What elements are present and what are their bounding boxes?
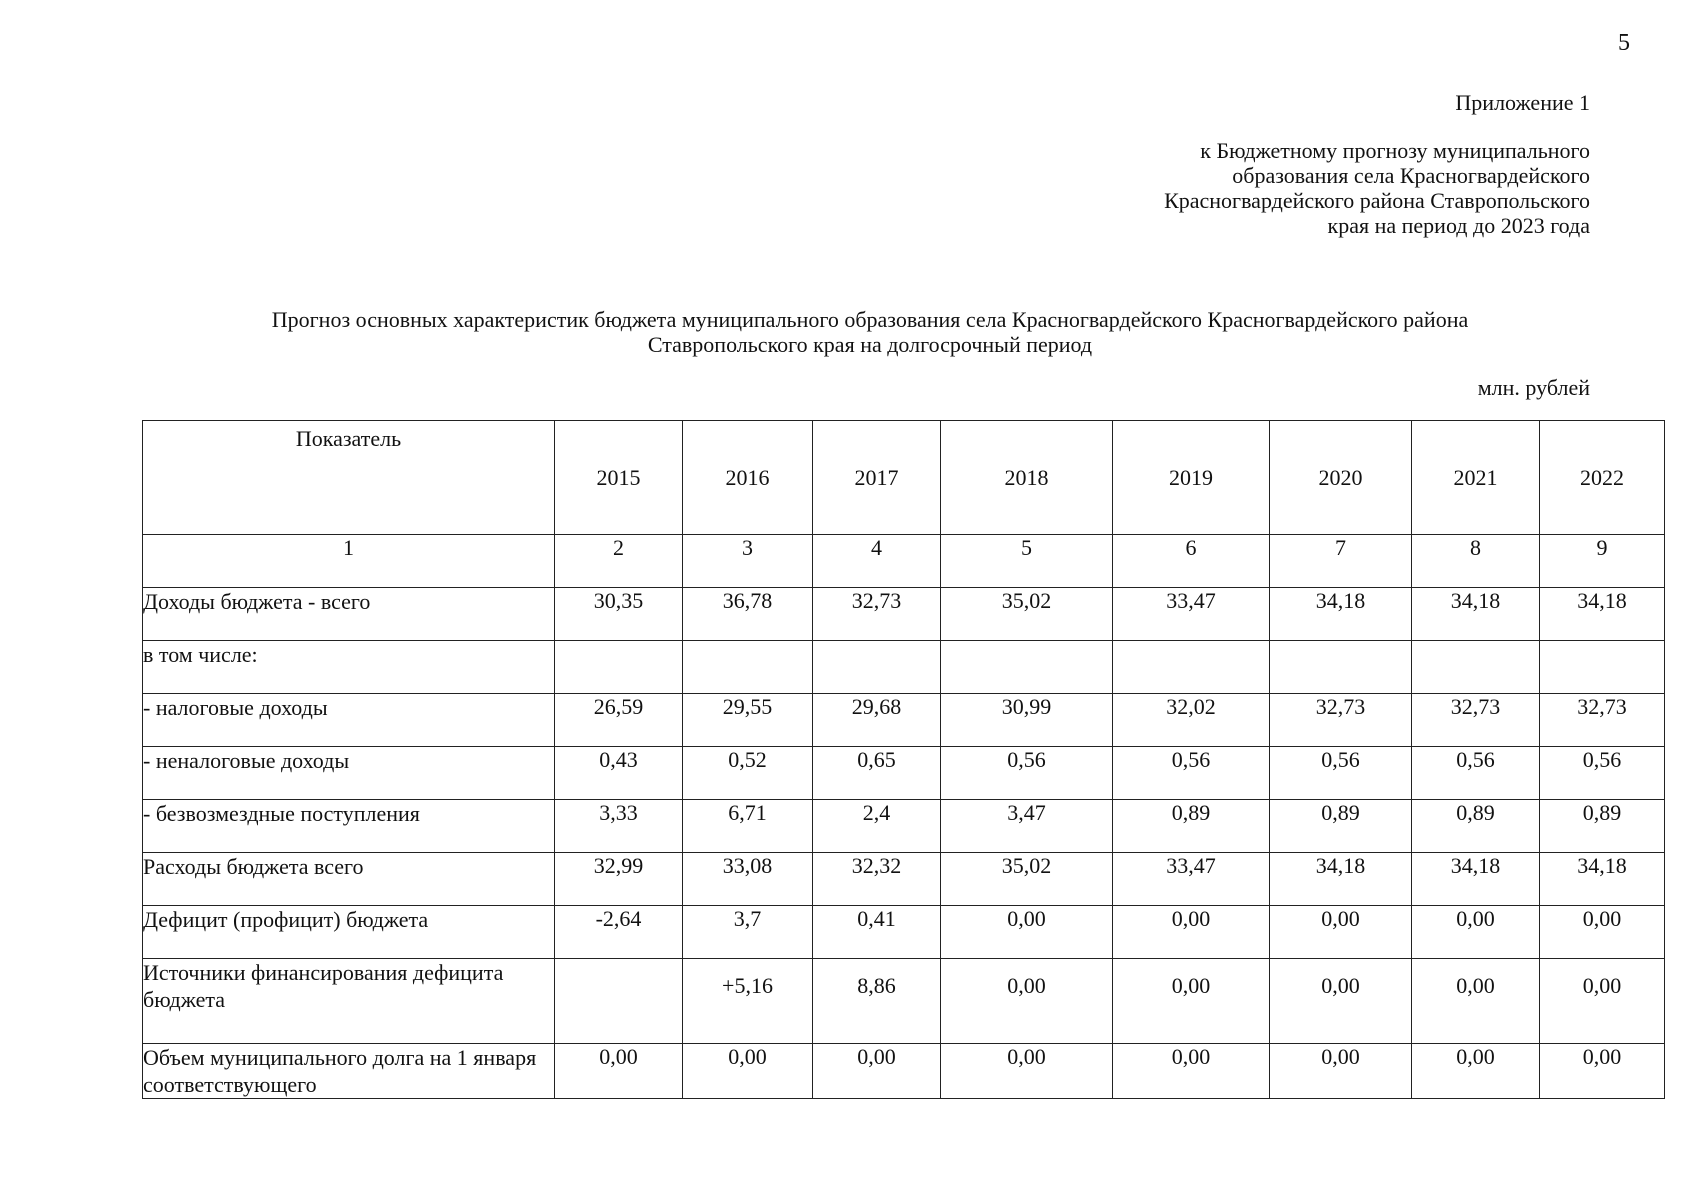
table-row (143, 959, 1665, 1044)
header-year: 2020 (1270, 421, 1412, 535)
document-title-line: Прогноз основных характеристик бюджета муниципального образования села Красногвардейского Красногвардейского района (271, 307, 1469, 332)
table-cell (1540, 641, 1665, 694)
table-cell: 0,00 (1412, 1044, 1540, 1099)
table-cell: 0,52 (683, 747, 813, 800)
column-number: 6 (1113, 535, 1270, 588)
table-cell: 0,00 (1113, 1044, 1270, 1099)
table-cell: 0,00 (813, 1044, 941, 1099)
table-cell: 29,55 (683, 694, 813, 747)
table-cell: 30,35 (555, 588, 683, 641)
table-cell: 8,86 (813, 959, 941, 1044)
table-cell (555, 641, 683, 694)
table-cell: 32,73 (1540, 694, 1665, 747)
table-cell: 0,00 (1270, 1044, 1412, 1099)
column-number: 5 (941, 535, 1113, 588)
table-cell: 0,56 (1412, 747, 1540, 800)
table-cell: 32,02 (1113, 694, 1270, 747)
table-cell: 33,47 (1113, 853, 1270, 906)
table-cell: 29,68 (813, 694, 941, 747)
table-row (143, 747, 1665, 800)
header-year: 2018 (941, 421, 1113, 535)
table-cell: 26,59 (555, 694, 683, 747)
table-cell: 0,00 (683, 1044, 813, 1099)
table-cell: 0,89 (1270, 800, 1412, 853)
column-number-row (143, 535, 1665, 588)
table-cell: -2,64 (555, 906, 683, 959)
column-number: 7 (1270, 535, 1412, 588)
row-label: в том числе: (143, 641, 555, 694)
header-year: 2021 (1412, 421, 1540, 535)
table-cell: 35,02 (941, 853, 1113, 906)
table-row (143, 694, 1665, 747)
table-cell (1270, 641, 1412, 694)
table-cell: 0,89 (1412, 800, 1540, 853)
table-cell: 0,89 (1540, 800, 1665, 853)
header-year: 2019 (1113, 421, 1270, 535)
table-cell: 0,00 (941, 959, 1113, 1044)
column-number: 9 (1540, 535, 1665, 588)
table-cell: 30,99 (941, 694, 1113, 747)
table-cell: 0,00 (555, 1044, 683, 1099)
table-cell: 0,56 (941, 747, 1113, 800)
table-cell: 34,18 (1540, 588, 1665, 641)
column-number: 4 (813, 535, 941, 588)
table-cell: 0,56 (1270, 747, 1412, 800)
table-cell: 3,33 (555, 800, 683, 853)
table-cell: 3,7 (683, 906, 813, 959)
table-cell (555, 959, 683, 1044)
table-row (143, 641, 1665, 694)
table-cell (683, 641, 813, 694)
table-cell: 36,78 (683, 588, 813, 641)
table-header-row (143, 421, 1665, 535)
row-label: Расходы бюджета всего (143, 853, 555, 906)
document-title-line: Ставропольского края на долгосрочный период (647, 332, 1093, 357)
table-cell: 3,47 (941, 800, 1113, 853)
table-cell: 0,00 (1540, 959, 1665, 1044)
header-year: 2017 (813, 421, 941, 535)
table-row (143, 800, 1665, 853)
table-cell (941, 641, 1113, 694)
row-label: - безвозмездные поступления (143, 800, 555, 853)
header-year: 2015 (555, 421, 683, 535)
table-row (143, 588, 1665, 641)
row-label: Дефицит (профицит) бюджета (143, 906, 555, 959)
table-cell: 0,00 (1540, 1044, 1665, 1099)
table-cell: 0,65 (813, 747, 941, 800)
table-cell: 0,56 (1113, 747, 1270, 800)
table-cell: 2,4 (813, 800, 941, 853)
table-row (143, 1044, 1665, 1099)
table-cell (1412, 641, 1540, 694)
table-cell: 0,00 (941, 1044, 1113, 1099)
table-cell: 0,00 (1412, 959, 1540, 1044)
table-cell: 34,18 (1540, 853, 1665, 906)
table-cell: +5,16 (683, 959, 813, 1044)
table-cell: 32,73 (813, 588, 941, 641)
table-cell: 0,41 (813, 906, 941, 959)
units-label: млн. рублей (1477, 375, 1590, 400)
column-number: 1 (143, 535, 555, 588)
table-cell: 0,43 (555, 747, 683, 800)
table-cell: 32,99 (555, 853, 683, 906)
table-cell: 6,71 (683, 800, 813, 853)
appendix-subtitle (1050, 138, 1590, 238)
table-cell: 32,73 (1412, 694, 1540, 747)
table-cell: 34,18 (1270, 588, 1412, 641)
table-row (143, 853, 1665, 906)
table-cell: 0,56 (1540, 747, 1665, 800)
table-cell (813, 641, 941, 694)
document-title (140, 307, 1600, 357)
table-cell: 0,00 (1113, 959, 1270, 1044)
table-cell: 0,00 (941, 906, 1113, 959)
table-row (143, 906, 1665, 959)
table-cell: 34,18 (1412, 588, 1540, 641)
table-cell: 35,02 (941, 588, 1113, 641)
table-cell: 0,00 (1113, 906, 1270, 959)
column-number: 3 (683, 535, 813, 588)
table-cell: 0,00 (1412, 906, 1540, 959)
table-cell: 34,18 (1270, 853, 1412, 906)
column-number: 8 (1412, 535, 1540, 588)
row-label: - налоговые доходы (143, 694, 555, 747)
table-cell: 32,32 (813, 853, 941, 906)
header-indicator: Показатель (143, 421, 555, 535)
column-number: 2 (555, 535, 683, 588)
table-cell (1113, 641, 1270, 694)
appendix-line: Красногвардейского района Ставропольского (1164, 188, 1590, 213)
table-cell: 33,08 (683, 853, 813, 906)
table-cell: 34,18 (1412, 853, 1540, 906)
page-number: 5 (1618, 30, 1630, 56)
row-label: Источники финансирования дефицита бюджета (143, 959, 555, 1044)
table-cell: 0,00 (1270, 959, 1412, 1044)
budget-forecast-table (142, 420, 1665, 1099)
table-cell: 33,47 (1113, 588, 1270, 641)
appendix-title: Приложение 1 (1455, 90, 1590, 115)
appendix-line: образования села Красногвардейского (1232, 163, 1590, 188)
header-year: 2022 (1540, 421, 1665, 535)
appendix-line: к Бюджетному прогнозу муниципального (1200, 138, 1590, 163)
table-cell: 0,00 (1540, 906, 1665, 959)
row-label: Объем муниципального долга на 1 января соответствующего (143, 1044, 555, 1099)
row-label: - неналоговые доходы (143, 747, 555, 800)
appendix-line: края на период до 2023 года (1327, 213, 1590, 238)
header-year: 2016 (683, 421, 813, 535)
row-label: Доходы бюджета - всего (143, 588, 555, 641)
table-cell: 0,00 (1270, 906, 1412, 959)
table-cell: 32,73 (1270, 694, 1412, 747)
table-cell: 0,89 (1113, 800, 1270, 853)
